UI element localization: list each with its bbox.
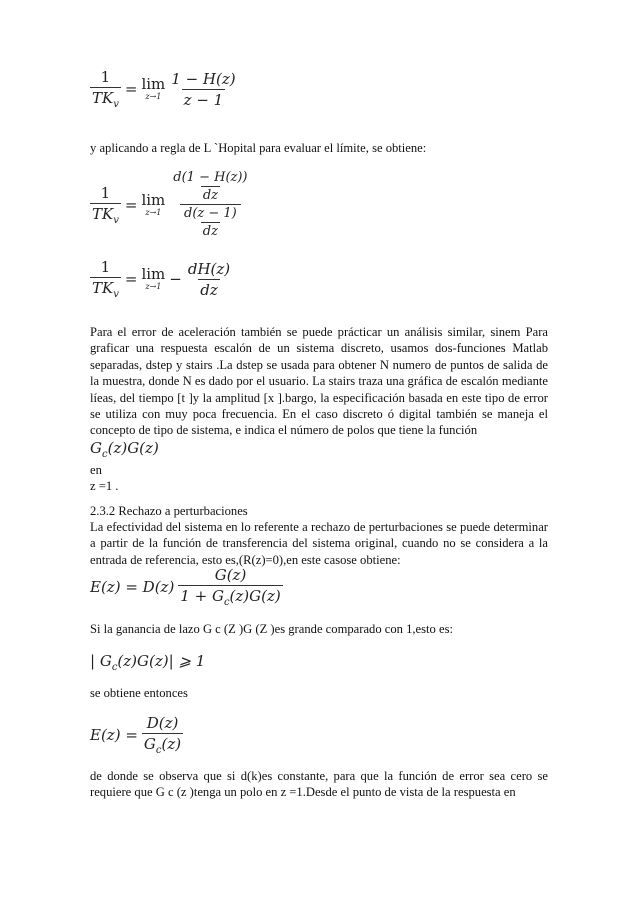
- aceleracion-paragraph: Para el error de aceleración también se puede prácticar un análisis similar, sinem Para graficar una respuesta escalón de un sistema discreto, usamos dos-funciones Matlab separadas, dstep y stairs .La dstep se usada para obtener N numero de puntos de salida de la muestra, donde N es dado por el usuario. La stairs traza una gráfica de escalón mediante líeas, del tiempo [t ]y la amplitud [x ].bargo, la especificación basada en este tipo de error se utiliza con muy poca frecuencia. En el caso discreto ó digital también se maneja el concepto de tipo de sistema, e indica el número de polos que tiene la función: [90, 325, 548, 438]
- limit-operator: lim z→1: [141, 190, 166, 217]
- hopital-text: y aplicando a regla de L `Hopital para evaluar el límite, se obtiene:: [90, 141, 427, 155]
- entonces-text: se obtiene entonces: [90, 686, 188, 700]
- final-paragraph: de donde se observa que si d(k)es constante, para que la función de error sea cero se requiere que G c (z )tenga un polo en z =1.Desde el punto de vista de la respuesta en: [90, 769, 548, 800]
- equation-3: $\frac{1}{TK_v}$ = lim z→1 − $\frac{dH(z)}{dz}$: [92, 258, 231, 300]
- section-heading: 2.3.2 Rechazo a perturbaciones: [90, 504, 248, 518]
- limit-operator: lim z→1: [141, 265, 166, 291]
- equation-6: | $G_c(z)G(z)|$ ⩾ 1: [90, 652, 206, 673]
- equation-5: E(z) = D(z) $\frac{G(z)}{1 + G_c(z)G(z)}$: [90, 566, 281, 608]
- equation-4: $G_c(z)G(z)$: [90, 439, 159, 460]
- efectividad-paragraph: La efectividad del sistema en lo referente a rechazo de perturbaciones se puede determinar a partir de la función de transferencia del sistema original, cuando no se considera a la entrada de referencia, esto es,(R(z)=0),en este casose obtiene:: [90, 520, 548, 567]
- equation-7: E(z) = $\frac{D(z)}{G_c(z)}$: [90, 714, 182, 756]
- z1-text: z =1 .: [90, 479, 119, 493]
- equation-1: $\frac{1}{TK_v}$ = lim z→1 $\frac{1 - H(z)}{z - 1}$: [92, 68, 236, 110]
- eq1-lhs: $\frac{1}{TK_v}$: [92, 68, 119, 110]
- eq7-fraction: $\frac{D(z)}{G_c(z)}$: [143, 714, 182, 756]
- eq2-rhs: $\frac{\frac{d(1 - H(z))}{dz}}{\frac{d(z - 1)}{dz}}$: [173, 170, 248, 239]
- eq3-rhs: $\frac{dH(z)}{dz}$: [187, 259, 231, 299]
- ganancia-text: Si la ganancia de lazo G c (Z )G (Z )es grande comparado con 1,esto es:: [90, 622, 453, 636]
- limit-operator: lim z→1: [141, 75, 166, 101]
- eq5-fraction: $\frac{G(z)}{1 + G_c(z)G(z)}$: [180, 566, 281, 608]
- en-text: en: [90, 463, 102, 477]
- eq2-lhs: $\frac{1}{TK_v}$: [92, 183, 119, 226]
- equation-2: $\frac{1}{TK_v}$ = lim z→1 $\frac{\frac{d(1 - H(z))}{dz}}{\frac{d(z - 1)}{dz}}$: [90, 170, 252, 239]
- eq3-lhs: $\frac{1}{TK_v}$: [92, 258, 119, 300]
- eq1-rhs: $\frac{1 - H(z)}{z - 1}$: [171, 69, 236, 109]
